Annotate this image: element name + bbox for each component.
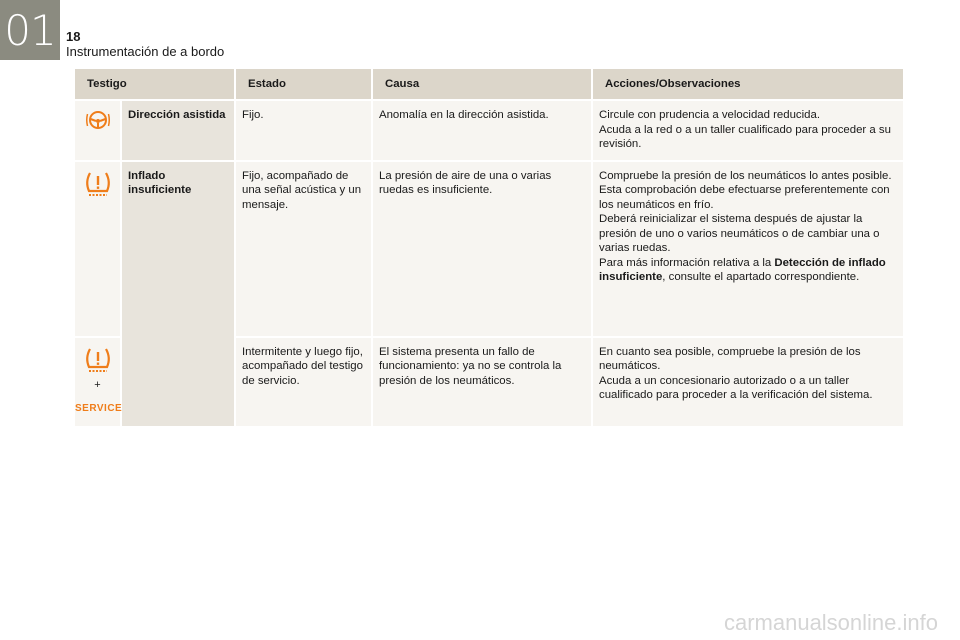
tire-pressure-warning-icon [83, 170, 113, 200]
acciones-ref [599, 256, 897, 285]
table-header-row [75, 69, 903, 99]
table-row [75, 99, 903, 160]
watermark: carmanualsonline.info [723, 610, 938, 635]
acciones-line: Acuda a la red o a un taller cualificado para proceder a su revisión. [599, 123, 891, 150]
tire-pressure-warning-icon [83, 346, 113, 376]
icon-cell [75, 336, 122, 426]
icon-cell [75, 160, 122, 336]
row-acciones [593, 99, 903, 160]
acciones-line: Compruebe la presión de los neumáticos lo antes posible. [599, 169, 892, 182]
ref-suffix: , consulte el apartado correspondiente. [662, 271, 860, 283]
row-estado: Fijo, acompañado de una señal acústica y un mensaje. [236, 160, 373, 336]
service-warning-icon: SERVICE [75, 403, 123, 414]
header-causa: Causa [373, 69, 593, 99]
chapter-tab: 01 [0, 0, 60, 60]
ref-prefix: Para más información relativa a la [599, 256, 775, 269]
section-title: Instrumentación de a bordo [66, 44, 225, 59]
ref-link-text: Detección de inflado insuficiente [599, 256, 886, 283]
header-estado: Estado [236, 69, 373, 99]
row-acciones [593, 336, 903, 426]
table-row [75, 160, 903, 336]
row-name: Dirección asistida [122, 99, 236, 160]
acciones-line: Esta comprobación debe efectuarse preferentemente con los neumáticos en frío. [599, 184, 890, 211]
header-acciones: Acciones/Observaciones [593, 69, 903, 99]
row-causa: Anomalía en la dirección asistida. [373, 99, 593, 160]
row-acciones [593, 160, 903, 336]
row-causa: El sistema presenta un fallo de funcionamiento: ya no se controla la presión de los neumáticos. [373, 336, 593, 426]
row-causa: La presión de aire de una o varias ruedas es insuficiente. [373, 160, 593, 336]
steering-wheel-warning-icon [86, 109, 110, 131]
acciones-line: Deberá reinicializar el sistema después de ajustar la presión de uno o varios neumáticos o de cambiar una o varias ruedas. [599, 213, 880, 254]
row-name: Inflado insuficiente [122, 160, 236, 426]
plus-sign: + [94, 378, 101, 391]
row-estado: Intermitente y luego fijo, acompañado del testigo de servicio. [236, 336, 373, 426]
icon-cell [75, 99, 122, 160]
acciones-line: Circule con prudencia a velocidad reducida. [599, 109, 820, 121]
acciones-line: Acuda a un concesionario autorizado o a un taller cualificado para proceder a la verificación del sistema. [599, 374, 873, 401]
acciones-line: En cuanto sea posible, compruebe la presión de los neumáticos. [599, 345, 861, 372]
warning-lights-table [75, 69, 903, 426]
page-number: 18 [66, 29, 81, 44]
row-estado: Fijo. [236, 99, 373, 160]
header-testigo: Testigo [75, 69, 236, 99]
